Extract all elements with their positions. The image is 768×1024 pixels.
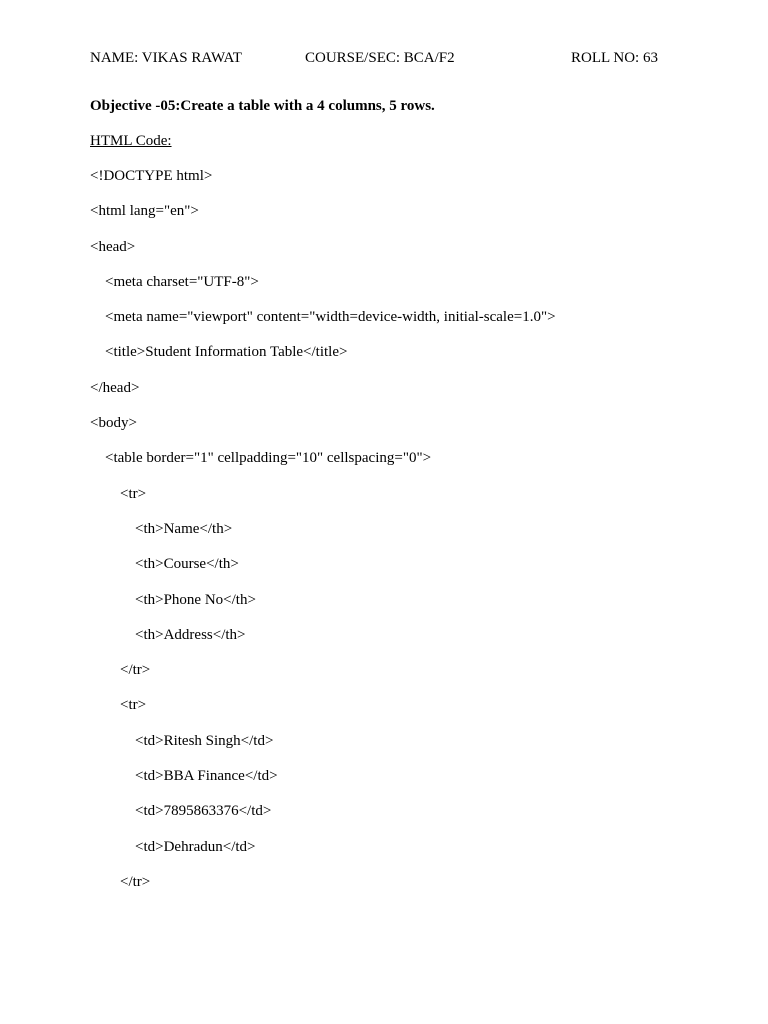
code-line: <th>Name</th> — [135, 520, 233, 537]
code-line: <!DOCTYPE html> — [90, 168, 213, 184]
roll-number: ROLL NO: 63 — [571, 50, 658, 66]
student-name: NAME: VIKAS RAWAT — [90, 50, 242, 66]
objective-heading: Objective -05:Create a table with a 4 columns, 5 rows. — [90, 98, 435, 114]
code-line: <table border="1" cellpadding="10" cellspacing="0"> — [105, 450, 432, 467]
code-line: <body> — [90, 415, 137, 432]
code-line: </tr> — [120, 873, 151, 890]
student-header — [90, 48, 670, 68]
code-line: </tr> — [120, 662, 151, 679]
code-line: <td>BBA Finance</td> — [135, 768, 278, 785]
code-line: <th>Course</th> — [135, 556, 239, 573]
code-line: <td>Dehradun</td> — [135, 838, 256, 855]
code-line: <head> — [90, 238, 136, 255]
code-line: <tr> — [120, 697, 147, 714]
code-line: <title>Student Information Table</title> — [105, 344, 348, 361]
code-line: <meta name="viewport" content="width=device-width, initial-scale=1.0"> — [105, 309, 556, 326]
code-line: <th>Address</th> — [135, 626, 246, 643]
code-line: <meta charset="UTF-8"> — [105, 273, 259, 290]
code-line: <html lang="en"> — [90, 203, 199, 220]
course-section: COURSE/SEC: BCA/F2 — [305, 50, 455, 66]
code-line: <th>Phone No</th> — [135, 591, 256, 608]
code-heading: HTML Code: — [90, 133, 172, 149]
code-line: </head> — [90, 379, 140, 396]
code-listing — [90, 166, 730, 907]
code-line: <td>7895863376</td> — [135, 803, 272, 820]
code-line: <tr> — [120, 485, 147, 502]
code-line: <td>Ritesh Singh</td> — [135, 732, 274, 749]
